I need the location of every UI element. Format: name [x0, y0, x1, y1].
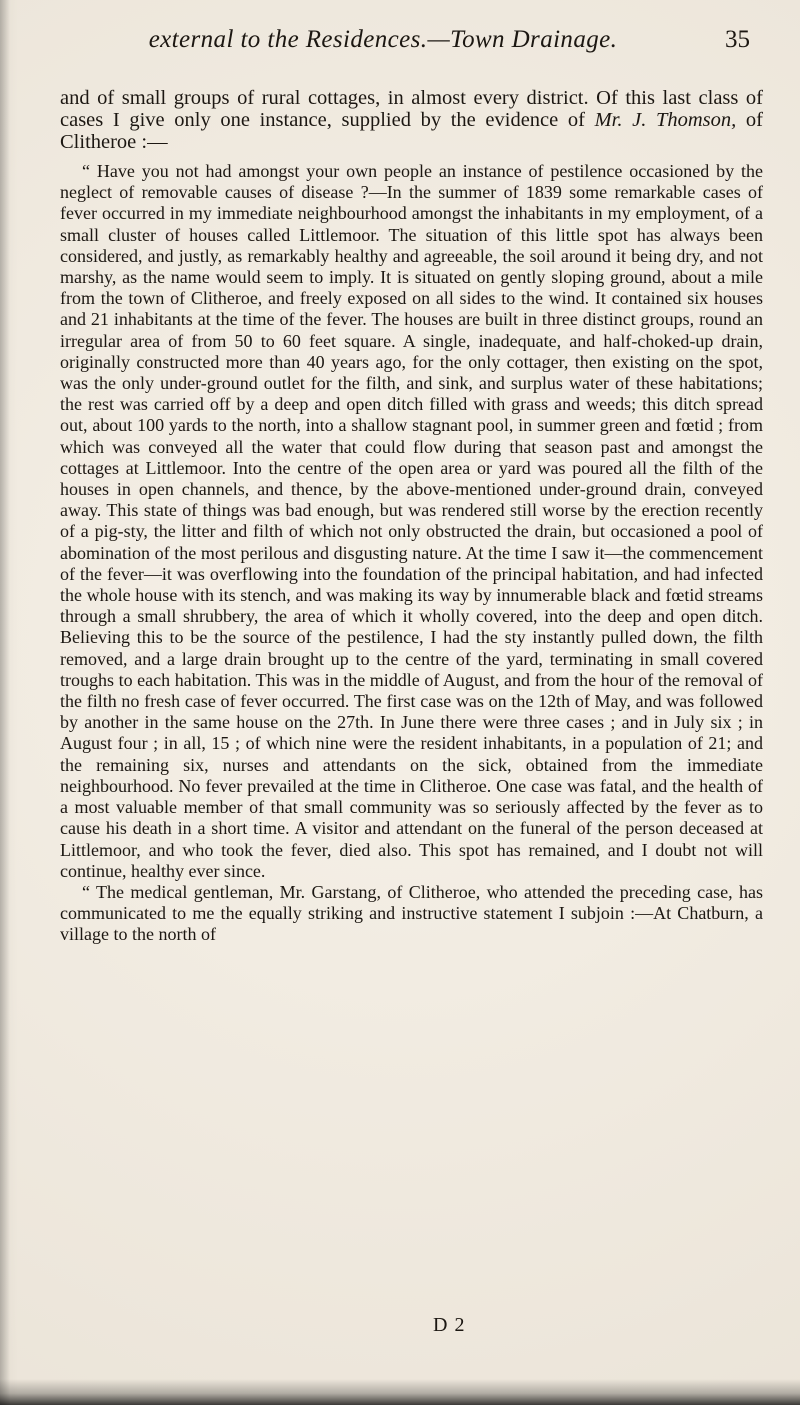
- quoted-evidence-paragraph: “ Have you not had amongst your own people an instance of pestilence occasioned by the neglect of removable causes of disease ?—In the summer of 1839 some remarkable cases of fever occurred in my immediate neighbourhood amongst the inhabitants in my employment, of a small cluster of houses called Littlemoor. The situation of this little spot has always been considered, and justly, as remarkably healthy and agreeable, the soil around it being dry, and not marshy, as the name would seem to imply. It is situated on gently sloping ground, about a mile from the town of Clitheroe, and freely exposed on all sides to the wind. It contained six houses and 21 inhabitants at the time of the fever. The houses are built in three distinct groups, round an irregular area of from 50 to 60 feet square. A single, inadequate, and half-choked-up drain, originally constructed more than 40 years ago, for the only cottager, then existing on the spot, was the only under-ground outlet for the filth, and sink, and surplus water of these habitations; the rest was carried off by a deep and open ditch filled with grass and weeds; this ditch spread out, about 100 yards to the north, into a shallow stagnant pool, in summer green and fœtid ; from which was conveyed all the water that could flow during that season past and amongst the cottages at Littlemoor. Into the centre of the open area or yard was poured all the filth of the houses in open channels, and thence, by the above-mentioned under-ground drain, conveyed away. This state of things was bad enough, but was rendered still worse by the erection recently of a pig-sty, the litter and filth of which not only obstructed the drain, but occasioned a pool of abomination of the most perilous and disgusting nature. At the time I saw it—the commencement of the fever—it was overflowing into the foundation of the principal habitation, and had infected the whole house with its stench, and was making its way by innumerable black and fœtid streams through a small shrubbery, the area of which it wholly covered, into the deep and open ditch. Believing this to be the source of the pestilence, I had the sty instantly pulled down, the filth removed, and a large drain brought up to the centre of the yard, terminating in small covered troughs to each habitation. This was in the middle of August, and from the hour of the removal of the filth no fresh case of fever occurred. The first case was on the 12th of May, and was followed by another in the same house on the 27th. In June there were three cases ; and in July six ; in August four ; in all, 15 ; of which nine were the resident inhabitants, in a population of 21; and the remaining six, nurses and attendants on the sick, obtained from the immediate neighbourhood. No fever prevailed at the time in Clitheroe. One case was fatal, and the health of a most valuable member of that small community was so seriously affected by the fever as to cause his death in a short time. A visitor and attendant on the funeral of the person deceased at Littlemoor, and who took the fever, died also. This spot has remained, and I doubt not will continue, healthy ever since.: [60, 161, 763, 881]
- witness-name: Mr. J. Thomson,: [594, 109, 737, 131]
- gutter-shadow: [0, 0, 10, 1405]
- intro-text-after-name: of Clitheroe :—: [60, 109, 763, 153]
- bottom-edge-shadow: [0, 1379, 800, 1405]
- second-quoted-paragraph: “ The medical gentleman, Mr. Garstang, of Clitheroe, who attended the preceding case, has communicated to me the equally striking and instructive statement I subjoin :—At Chatburn, a village to the north of: [60, 881, 763, 945]
- signature-mark: D 2: [433, 1314, 466, 1336]
- page-header: [60, 26, 760, 62]
- page-number: 35: [725, 26, 750, 53]
- intro-paragraph: [60, 87, 763, 153]
- body-text: [60, 87, 763, 946]
- running-head: external to the Residences.—Town Drainage.: [148, 26, 618, 53]
- intro-text-before-name: and of small groups of rural cottages, in almost every district. Of this last class of cases I give only one instance, supplied by the evidence of: [60, 87, 763, 131]
